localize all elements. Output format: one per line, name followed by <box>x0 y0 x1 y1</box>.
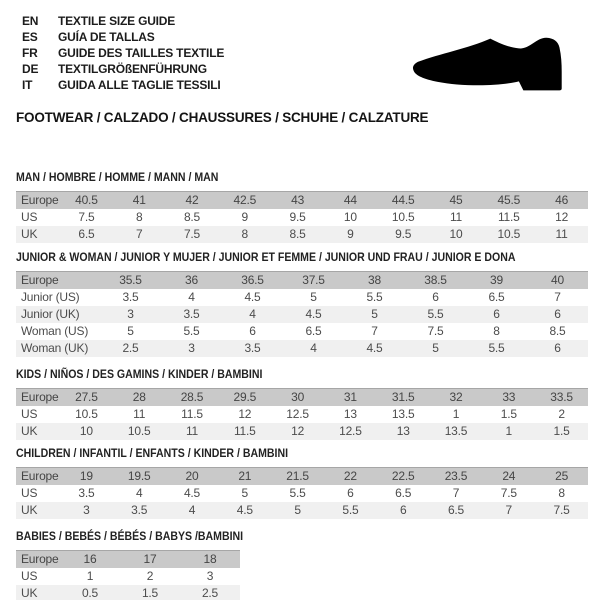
size-cell: 4 <box>249 307 256 321</box>
size-cell: 11 <box>555 227 568 241</box>
size-cell: 9 <box>347 227 354 241</box>
size-cell: 4 <box>135 486 143 500</box>
size-cell: 8.5 <box>183 210 201 224</box>
children-size-table <box>16 467 588 519</box>
size-cell: 22 <box>343 469 357 483</box>
size-cell: 17 <box>143 552 157 566</box>
size-cell: 11.5 <box>181 407 203 421</box>
size-cell: 13.5 <box>444 424 468 438</box>
size-cell: 1 <box>505 424 513 438</box>
size-cell: 8.5 <box>549 324 566 338</box>
size-cell: 41 <box>132 193 146 207</box>
table-row <box>16 568 240 585</box>
size-cell: 4 <box>188 290 195 304</box>
size-cell: 9 <box>241 210 249 224</box>
table-row <box>16 485 588 502</box>
size-cell: 27.5 <box>75 390 98 404</box>
table-header-row <box>16 272 588 289</box>
size-cell: 30 <box>291 390 305 404</box>
table-header-row <box>16 192 588 209</box>
size-cell: 11 <box>133 407 146 421</box>
size-cell: 4 <box>310 341 317 355</box>
size-cell: 3.5 <box>78 486 95 500</box>
size-cell: 2 <box>146 569 154 583</box>
size-cell: 3 <box>206 569 214 583</box>
section-title: MAN / HOMBRE / HOMME / MANN / MAN <box>16 170 219 184</box>
size-cell: 6.5 <box>395 486 412 500</box>
size-cell: 11 <box>185 424 199 438</box>
language-code: DE <box>22 62 39 76</box>
size-cell: 9.5 <box>289 210 306 224</box>
size-cell: 6.5 <box>488 290 505 304</box>
size-cell: 4.5 <box>244 290 261 304</box>
section-title: KIDS / NIÑOS / DES GAMINS / KINDER / BAMBINI <box>16 367 263 381</box>
size-cell: 1.5 <box>500 407 517 421</box>
size-cell: 3.5 <box>183 307 200 321</box>
section-title: BABIES / BEBÉS / BÉBÉS / BABYS /BAMBINI <box>16 529 244 543</box>
size-cell: 11.5 <box>233 424 256 438</box>
size-cell: 21.5 <box>286 469 309 483</box>
row-label: UK <box>21 227 38 241</box>
size-cell: 13 <box>396 424 410 438</box>
size-cell: 44.5 <box>391 193 415 207</box>
size-cell: 28 <box>132 390 146 404</box>
size-cell: 6 <box>249 324 256 338</box>
size-cell: 5 <box>241 486 249 500</box>
row-label: Woman (UK) <box>21 341 89 355</box>
size-cell: 7.5 <box>553 503 570 517</box>
size-cell: 44 <box>343 193 357 207</box>
language-label: GUÍA DE TALLAS <box>58 30 155 44</box>
language-label: GUIDA ALLE TAGLIE TESSILI <box>58 78 221 92</box>
table-row <box>16 585 240 600</box>
table-row <box>16 406 588 423</box>
category-line: FOOTWEAR / CALZADO / CHAUSSURES / SCHUHE / CALZATURE <box>16 110 429 125</box>
table-row <box>16 289 588 306</box>
size-cell: 4.5 <box>305 307 322 321</box>
row-label: Europe <box>21 193 59 207</box>
size-cell: 7.5 <box>500 486 517 500</box>
size-cell: 1 <box>86 569 94 583</box>
size-cell: 1.5 <box>141 586 159 600</box>
row-label: Europe <box>21 469 59 483</box>
size-cell: 38 <box>368 273 381 287</box>
size-cell: 12.5 <box>286 407 309 421</box>
section-man <box>16 170 600 243</box>
size-cell: 6 <box>493 307 500 321</box>
size-cell: 3 <box>83 503 90 517</box>
size-cell: 3 <box>127 307 134 321</box>
size-cell: 5 <box>127 324 134 338</box>
size-cell: 36 <box>185 273 198 287</box>
size-cell: 40.5 <box>75 193 98 207</box>
size-cell: 6.5 <box>305 324 322 338</box>
table-header-row <box>16 389 588 406</box>
size-cell: 9.5 <box>395 227 412 241</box>
size-cell: 6 <box>554 307 561 321</box>
size-cell: 39 <box>490 273 503 287</box>
size-cell: 29.5 <box>233 390 257 404</box>
size-cell: 10 <box>79 424 93 438</box>
language-code: IT <box>22 78 33 92</box>
man-size-table <box>16 191 588 243</box>
size-cell: 7.5 <box>183 227 201 241</box>
section-children <box>16 446 600 519</box>
size-cell: 7 <box>371 324 378 338</box>
size-cell: 10.5 <box>75 407 98 421</box>
size-cell: 23.5 <box>444 469 468 483</box>
size-cell: 31 <box>343 390 357 404</box>
size-cell: 45.5 <box>497 193 521 207</box>
size-cell: 7 <box>135 227 143 241</box>
language-code: ES <box>22 30 38 44</box>
size-cell: 6 <box>432 290 439 304</box>
size-cell: 1 <box>452 407 460 421</box>
size-cell: 31.5 <box>391 390 415 404</box>
table-row <box>16 306 588 323</box>
size-cell: 13.5 <box>391 407 415 421</box>
size-cell: 10.5 <box>391 210 415 224</box>
size-cell: 3.5 <box>131 503 148 517</box>
size-cell: 12.5 <box>339 424 362 438</box>
size-cell: 11 <box>449 210 463 224</box>
size-cell: 5.5 <box>488 341 505 355</box>
size-cell: 7 <box>554 290 561 304</box>
size-cell: 10 <box>343 210 357 224</box>
size-cell: 5 <box>371 307 378 321</box>
size-cell: 12 <box>291 424 305 438</box>
size-cell: 5.5 <box>427 307 444 321</box>
size-cell: 5 <box>310 290 317 304</box>
section-kids <box>16 367 600 440</box>
size-cell: 20 <box>185 469 199 483</box>
size-cell: 42 <box>185 193 199 207</box>
size-cell: 36.5 <box>241 273 264 287</box>
language-label: GUIDE DES TAILLES TEXTILE <box>58 46 225 60</box>
row-label: Europe <box>21 390 59 404</box>
size-cell: 21 <box>238 469 252 483</box>
size-cell: 43 <box>291 193 305 207</box>
row-label: Woman (US) <box>21 324 89 338</box>
size-cell: 10 <box>449 227 463 241</box>
size-cell: 46 <box>555 193 569 207</box>
section-title: JUNIOR & WOMAN / JUNIOR Y MUJER / JUNIOR ET FEMME / JUNIOR UND FRAU / JUNIOR E DONA <box>16 250 516 264</box>
language-label: TEXTILE SIZE GUIDE <box>58 14 176 28</box>
row-label: Junior (US) <box>21 290 80 304</box>
size-cell: 8 <box>241 227 249 241</box>
size-cell: 22.5 <box>391 469 415 483</box>
junior-woman-size-table <box>16 271 588 357</box>
size-cell: 4.5 <box>366 341 383 355</box>
size-cell: 35.5 <box>119 273 142 287</box>
babies-size-table <box>16 550 240 600</box>
table-row <box>16 340 588 357</box>
size-cell: 8 <box>558 486 565 500</box>
size-cell: 7.5 <box>78 210 95 224</box>
size-cell: 8.5 <box>289 227 306 241</box>
size-cell: 3.5 <box>244 341 261 355</box>
size-cell: 7.5 <box>427 324 444 338</box>
size-cell: 2 <box>558 407 565 421</box>
size-cell: 0.5 <box>81 586 99 600</box>
row-label: US <box>21 486 38 500</box>
size-cell: 6 <box>399 503 407 517</box>
table-row <box>16 423 588 440</box>
size-cell: 11.5 <box>497 210 520 224</box>
size-cell: 37.5 <box>302 273 325 287</box>
size-cell: 7 <box>505 503 513 517</box>
size-cell: 5.5 <box>289 486 306 500</box>
size-cell: 42.5 <box>233 193 257 207</box>
size-cell: 8 <box>135 210 143 224</box>
size-cell: 18 <box>203 552 217 566</box>
size-cell: 33.5 <box>550 390 573 404</box>
size-cell: 10.5 <box>497 227 521 241</box>
size-cell: 6.5 <box>447 503 465 517</box>
language-label: TEXTILGRÖßENFÜHRUNG <box>58 62 207 76</box>
size-cell: 8 <box>493 324 500 338</box>
size-cell: 33 <box>502 390 516 404</box>
row-label: UK <box>21 503 38 517</box>
size-cell: 4.5 <box>236 503 253 517</box>
table-row <box>16 226 588 243</box>
size-cell: 40 <box>551 273 564 287</box>
row-label: Junior (UK) <box>21 307 80 321</box>
kids-size-table <box>16 388 588 440</box>
table-header-row <box>16 468 588 485</box>
row-label: US <box>21 407 38 421</box>
size-cell: 2.5 <box>201 586 219 600</box>
row-label: Europe <box>21 552 59 566</box>
size-cell: 25 <box>555 469 569 483</box>
size-cell: 28.5 <box>180 390 204 404</box>
size-cell: 12 <box>555 210 569 224</box>
size-cell: 16 <box>83 552 97 566</box>
size-cell: 24 <box>502 469 516 483</box>
size-cell: 1.5 <box>553 424 570 438</box>
size-cell: 4 <box>188 503 196 517</box>
size-cell: 12 <box>238 407 252 421</box>
row-label: UK <box>21 424 38 438</box>
table-row <box>16 502 588 519</box>
size-cell: 6 <box>347 486 354 500</box>
section-junior-woman <box>16 250 600 357</box>
language-code: EN <box>22 14 39 28</box>
size-cell: 19 <box>79 469 93 483</box>
size-cell: 45 <box>449 193 463 207</box>
size-cell: 13 <box>343 407 357 421</box>
size-cell: 6.5 <box>78 227 95 241</box>
size-cell: 19.5 <box>127 469 151 483</box>
size-cell: 5 <box>432 341 439 355</box>
size-cell: 2.5 <box>122 341 139 355</box>
section-babies <box>16 529 600 600</box>
section-title: CHILDREN / INFANTIL / ENFANTS / KINDER / BAMBINI <box>16 446 289 460</box>
table-row <box>16 323 588 340</box>
table-header-row <box>16 551 240 568</box>
size-cell: 6 <box>554 341 561 355</box>
row-label: Europe <box>21 273 59 287</box>
size-cell: 3.5 <box>122 290 139 304</box>
row-label: US <box>21 569 38 583</box>
shoe-icon <box>401 27 569 93</box>
row-label: US <box>21 210 38 224</box>
table-row <box>16 209 588 226</box>
size-cell: 32 <box>449 390 463 404</box>
language-code: FR <box>22 46 38 60</box>
size-cell: 4.5 <box>183 486 201 500</box>
size-cell: 5.5 <box>342 503 359 517</box>
row-label: UK <box>21 586 38 600</box>
size-cell: 5 <box>294 503 301 517</box>
size-cell: 7 <box>452 486 460 500</box>
size-cell: 3 <box>188 341 195 355</box>
size-cell: 5.5 <box>366 290 383 304</box>
size-cell: 38.5 <box>424 273 447 287</box>
size-cell: 10.5 <box>127 424 151 438</box>
size-cell: 5.5 <box>183 324 200 338</box>
